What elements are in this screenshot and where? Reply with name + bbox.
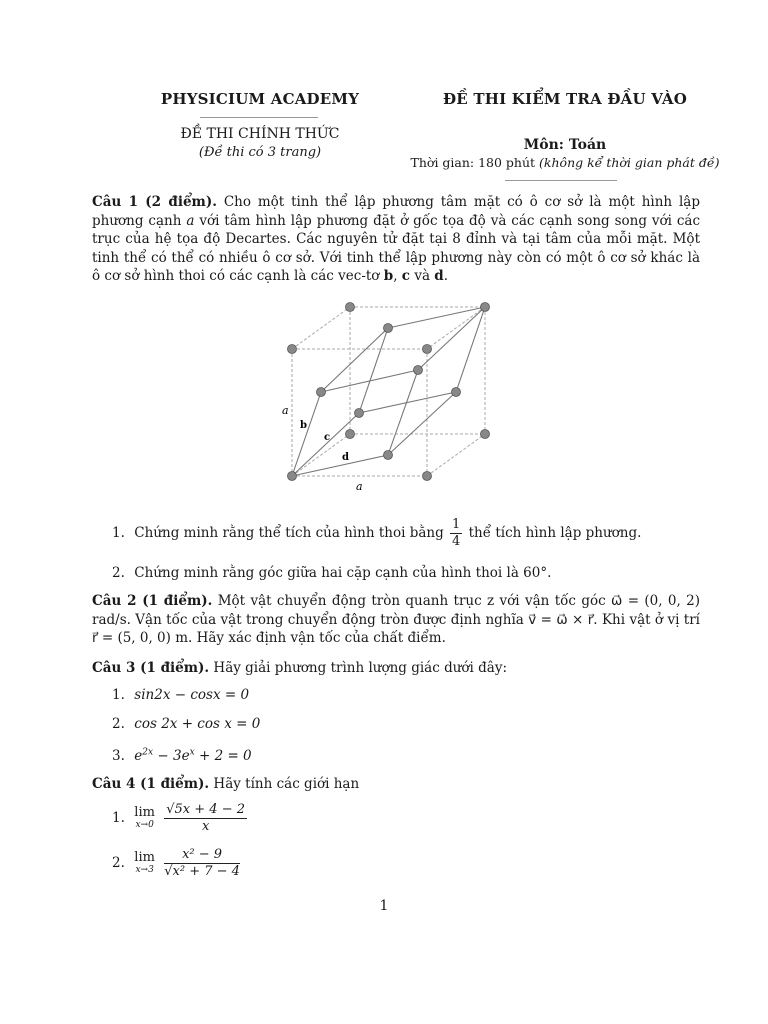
lim-word: lim xyxy=(134,849,155,865)
item-number: 1. xyxy=(112,687,125,703)
question-1-item-2 xyxy=(112,564,702,582)
item-number: 1. xyxy=(112,525,125,541)
fraction-numerator: 1 xyxy=(452,517,461,532)
eq-base: e xyxy=(134,747,143,764)
question-2-text: Một vật chuyển động tròn quanh trục z với vận tốc góc ω⃗ = (0, 0, 2) rad/s. Vận tốc của vật trong chuyển động tròn được định nghĩa v⃗ = ω⃗ × r⃗. Khi vật ở vị trí r⃗ = (5, 0, 0) m. Hãy xác định vận tốc của chất điểm. xyxy=(92,593,700,647)
item-number: 1. xyxy=(112,810,125,826)
lim-sub: x→0 xyxy=(135,819,154,830)
eq-exp1: 2x xyxy=(142,747,154,757)
item-text: Chứng minh rằng thể tích của hình thoi bằng xyxy=(134,525,444,541)
page-number: 1 xyxy=(379,898,389,914)
question-3-item-2 xyxy=(112,715,702,733)
item-number: 2. xyxy=(112,716,125,732)
label-b: b xyxy=(300,420,307,431)
fraction-numerator: x² − 9 xyxy=(164,847,240,864)
label-a-bottom: a xyxy=(356,480,363,493)
item-number: 3. xyxy=(112,747,125,764)
fraction-numerator: √5x + 4 − 2 xyxy=(166,802,245,817)
label-a-left: a xyxy=(282,404,289,417)
question-2-label: Câu 2 (1 điểm). xyxy=(92,593,213,609)
fraction-denominator: 4 xyxy=(452,534,461,549)
vector-d: d xyxy=(434,268,444,285)
equation: sin2x − cosx = 0 xyxy=(134,687,250,703)
item-number: 2. xyxy=(112,855,125,871)
pages-note: (Đề thi có 3 trang) xyxy=(198,145,322,160)
item-text-after: thể tích hình lập phương. xyxy=(468,525,642,541)
question-1: Câu 1 (2 điểm). Cho một tinh thể lập phương tâm mặt có ô cơ sở là một hình lập phương cạnh a với tâm hình lập phương đặt ở gốc tọa độ và các cạnh song song với các trục của hệ tọa độ Decartes. Các nguyên tử đặt tại 8 đỉnh và tại tâm của mỗi mặt. Một tinh thể có thể có nhiều ô cơ sở. Với tinh thể lập phương này còn có một ô cơ sở khác là ô cơ sở hình thoi có các cạnh là các vec-tơ b, c và d. xyxy=(92,194,701,285)
question-2 xyxy=(92,592,700,648)
fcc-cube-figure xyxy=(270,296,510,496)
official-label: ĐỀ THI CHÍNH THỨC xyxy=(180,126,340,142)
question-4-text: Hãy tính các giới hạn xyxy=(213,776,360,792)
equation xyxy=(134,748,251,764)
question-1-text-b: với tâm hình lập phương đặt ở gốc tọa độ và các cạnh song song với các trục của hệ tọa độ Decartes. Các nguyên tử đặt tại 8 đỉnh và tại tâm của mỗi mặt. Một tinh thể có thể có nhiều ô cơ sở. Với tinh thể lập phương này còn có một ô cơ sở khác là ô cơ sở hình thoi có các cạnh là các vec-tơ xyxy=(92,212,701,285)
subject: Môn: Toán xyxy=(523,137,607,153)
limit-fraction xyxy=(164,802,247,835)
label-c: c xyxy=(324,432,331,443)
limit-fraction xyxy=(164,847,240,880)
fraction-denominator: √x² + 7 − 4 xyxy=(164,864,240,879)
question-4 xyxy=(92,775,700,794)
limit-operator xyxy=(134,804,155,831)
time-note: (không kể thời gian phát đề) xyxy=(539,155,720,170)
question-3-item-3 xyxy=(112,743,702,765)
eq-exp2: x xyxy=(189,747,195,757)
question-1-label: Câu 1 (2 điểm). xyxy=(92,194,217,210)
header-rule-left xyxy=(200,117,318,118)
time-line xyxy=(400,155,730,170)
eq-mid: − 3e xyxy=(157,747,190,764)
and-word: và xyxy=(414,268,430,285)
label-d: d xyxy=(342,452,349,463)
eq-tail: + 2 = 0 xyxy=(198,747,252,764)
question-3-item-1 xyxy=(112,686,702,704)
question-3-text: Hãy giải phương trình lượng giác dưới đây: xyxy=(213,660,508,676)
lim-sub: x→3 xyxy=(135,864,154,875)
vector-b: b xyxy=(383,268,394,285)
question-4-item-1 xyxy=(112,802,702,835)
question-4-item-2 xyxy=(112,847,702,880)
exam-title: ĐỀ THI KIỂM TRA ĐẦU VÀO xyxy=(443,90,687,108)
org-name: PHYSICIUM ACADEMY xyxy=(160,90,360,108)
question-1-item-1 xyxy=(112,517,702,550)
item-number: 2. xyxy=(112,565,125,581)
equation: cos 2x + cos x = 0 xyxy=(134,716,261,732)
fraction-denominator: x xyxy=(201,819,210,834)
header-rule-right xyxy=(505,180,617,181)
vector-c: c xyxy=(401,268,411,285)
fraction-one-quarter xyxy=(450,517,462,550)
lim-word: lim xyxy=(134,804,155,820)
question-3-label: Câu 3 (1 điểm). xyxy=(92,660,210,676)
question-4-label: Câu 4 (1 điểm). xyxy=(92,776,210,792)
time-prefix: Thời gian: 180 phút xyxy=(410,155,536,170)
var-a: a xyxy=(186,212,195,229)
limit-operator xyxy=(134,849,155,876)
atoms xyxy=(288,303,490,481)
question-1-text-a: Cho một tinh thể lập phương tâm mặt có ô cơ sở là một hình lập phương cạnh xyxy=(92,194,700,229)
question-3 xyxy=(92,659,700,678)
item-text: Chứng minh rằng góc giữa hai cặp cạnh của hình thoi là 60°. xyxy=(134,565,552,581)
